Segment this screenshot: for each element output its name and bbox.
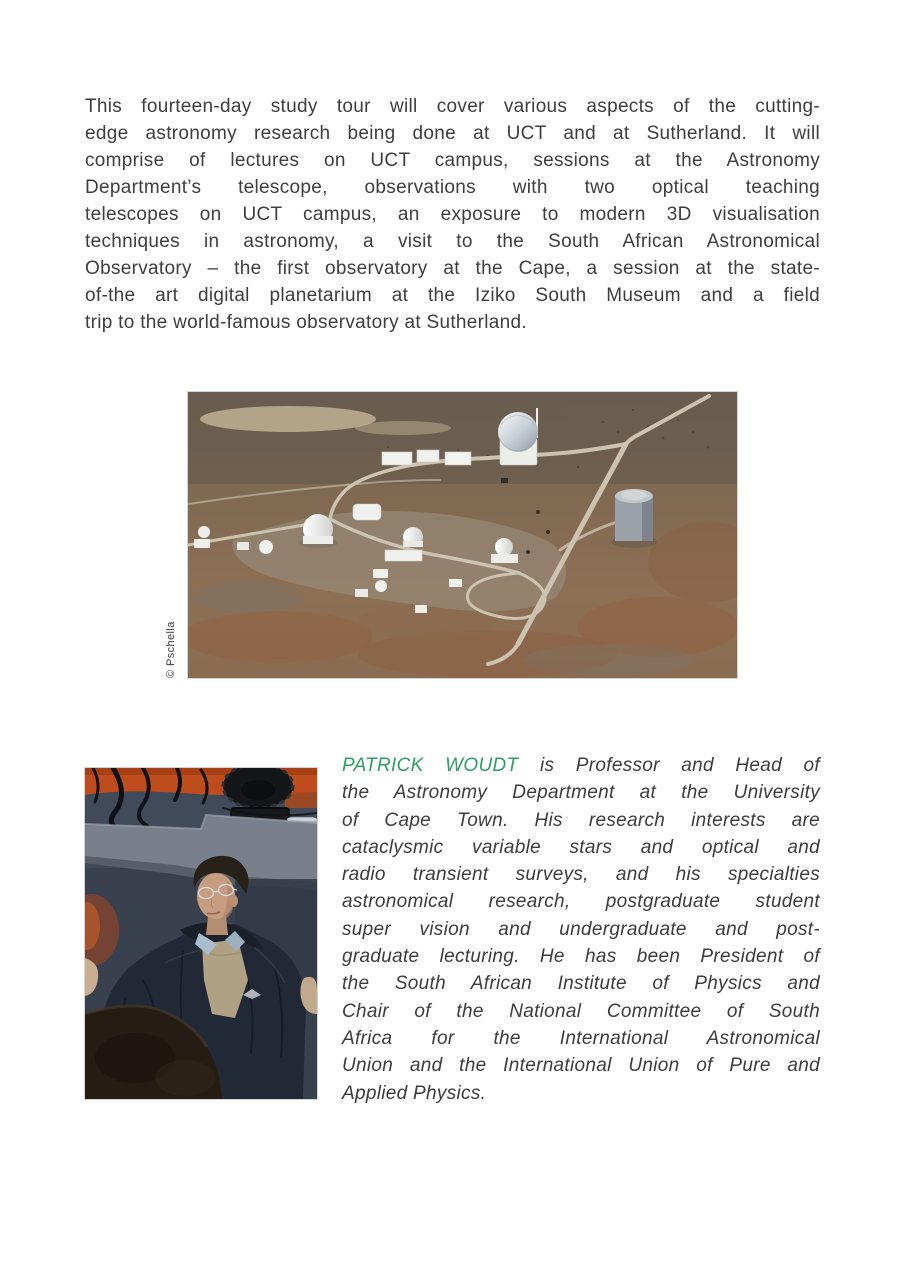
text-line: of-the art digital planetarium at the Iziko South Museum and a field bbox=[85, 285, 820, 306]
text-line: of Cape Town. His research interests are bbox=[342, 809, 820, 831]
text-line: Observatory – the first observatory at the Cape, a session at the state- bbox=[85, 258, 820, 279]
text-line: Chair of the National Committee of South bbox=[342, 1000, 820, 1022]
large-telescope-cylinder bbox=[611, 489, 657, 548]
text-line: techniques in astronomy, a visit to the South African Astronomical bbox=[85, 231, 820, 252]
text-line: edge astronomy research being done at UCT and at Sutherland. It will bbox=[85, 123, 820, 144]
bio-line-first bbox=[342, 752, 820, 779]
text-line: astronomical research, postgraduate student bbox=[342, 891, 820, 913]
text-line: super vision and undergraduate and post- bbox=[342, 918, 820, 940]
photo-credit: © Pschella bbox=[165, 621, 177, 678]
text-line: Africa for the International Astronomical bbox=[342, 1027, 820, 1049]
text-line: graduate lecturing. He has been President of bbox=[342, 946, 820, 968]
text-line: Department’s telescope, observations with two optical teaching bbox=[85, 177, 820, 198]
bio-paragraph bbox=[342, 752, 820, 1107]
text-line: Applied Physics. bbox=[342, 1082, 487, 1104]
text-line: cataclysmic variable stars and optical and bbox=[342, 836, 820, 858]
intro-paragraph bbox=[85, 93, 820, 336]
text-line: telescopes on UCT campus, an exposure to modern 3D visualisation bbox=[85, 204, 820, 225]
text-line: Union and the International Union of Pure and bbox=[342, 1055, 820, 1077]
bio-first-line-rest: is Professor and Head of bbox=[539, 755, 820, 776]
text-line: the South African Institute of Physics and bbox=[342, 973, 820, 995]
text-line: trip to the world-famous observatory at Sutherland. bbox=[85, 312, 527, 333]
text-line: the Astronomy Department at the University bbox=[342, 782, 820, 804]
text-line: This fourteen-day study tour will cover various aspects of the cutting- bbox=[85, 96, 820, 117]
bio-person-name: PATRICK WOUDT bbox=[342, 755, 519, 776]
portrait-photo bbox=[85, 768, 317, 1099]
observatory-photo bbox=[188, 392, 737, 678]
text-line: radio transient surveys, and his specialties bbox=[342, 864, 820, 886]
text-line: comprise of lectures on UCT campus, sessions at the Astronomy bbox=[85, 150, 820, 171]
